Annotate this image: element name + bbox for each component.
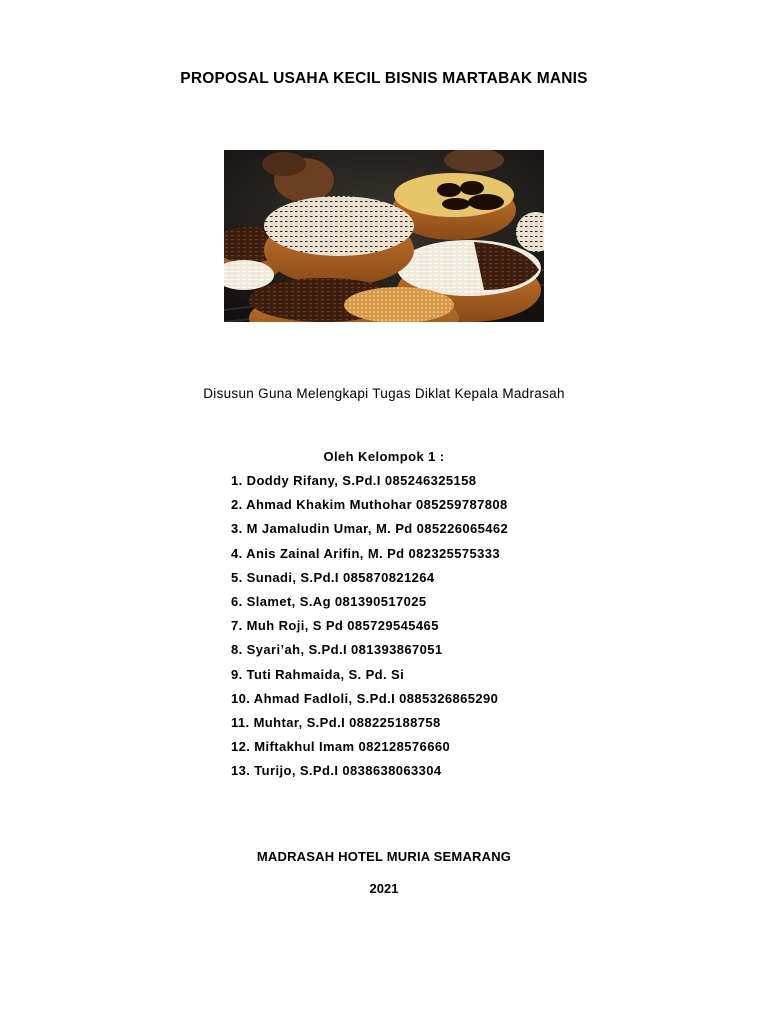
institution-name: MADRASAH HOTEL MURIA SEMARANG (256, 849, 512, 864)
list-item: 7. Muh Roji, S Pd 085729545465 (231, 618, 439, 634)
list-item: 3. M Jamaludin Umar, M. Pd 085226065462 (231, 521, 509, 537)
list-item: 2. Ahmad Khakim Muthohar 085259787808 (231, 497, 508, 513)
martabak-photo (224, 150, 544, 322)
list-item: 1. Doddy Rifany, S.Pd.I 085246325158 (231, 473, 477, 488)
group-label: Oleh Kelompok 1 : (323, 449, 445, 464)
list-item: 8. Syari’ah, S.Pd.I 081393867051 (231, 642, 443, 658)
list-item: 5. Sunadi, S.Pd.I 085870821264 (231, 569, 435, 585)
proposal-title: PROPOSAL USAHA KECIL BISNIS MARTABAK MANIS (180, 70, 588, 87)
list-item: 12. Miftakhul Imam 082128576660 (231, 739, 451, 755)
list-item: 4. Anis Zainal Arifin, M. Pd 082325575333 (231, 545, 501, 561)
list-item: 6. Slamet, S.Ag 081390517025 (231, 593, 427, 609)
year: 2021 (369, 881, 399, 896)
list-item: 11. Muhtar, S.Pd.I 088225188758 (231, 714, 441, 730)
list-item: 13. Turijo, S.Pd.I 0838638063304 (231, 763, 442, 779)
proposal-subtitle: Disusun Guna Melengkapi Tugas Diklat Kepala Madrasah (203, 386, 565, 401)
list-item: 9. Tuti Rahmaida, S. Pd. Si (231, 666, 405, 682)
member-list (231, 472, 508, 786)
list-item: 10. Ahmad Fadloli, S.Pd.I 0885326865290 (231, 690, 499, 706)
